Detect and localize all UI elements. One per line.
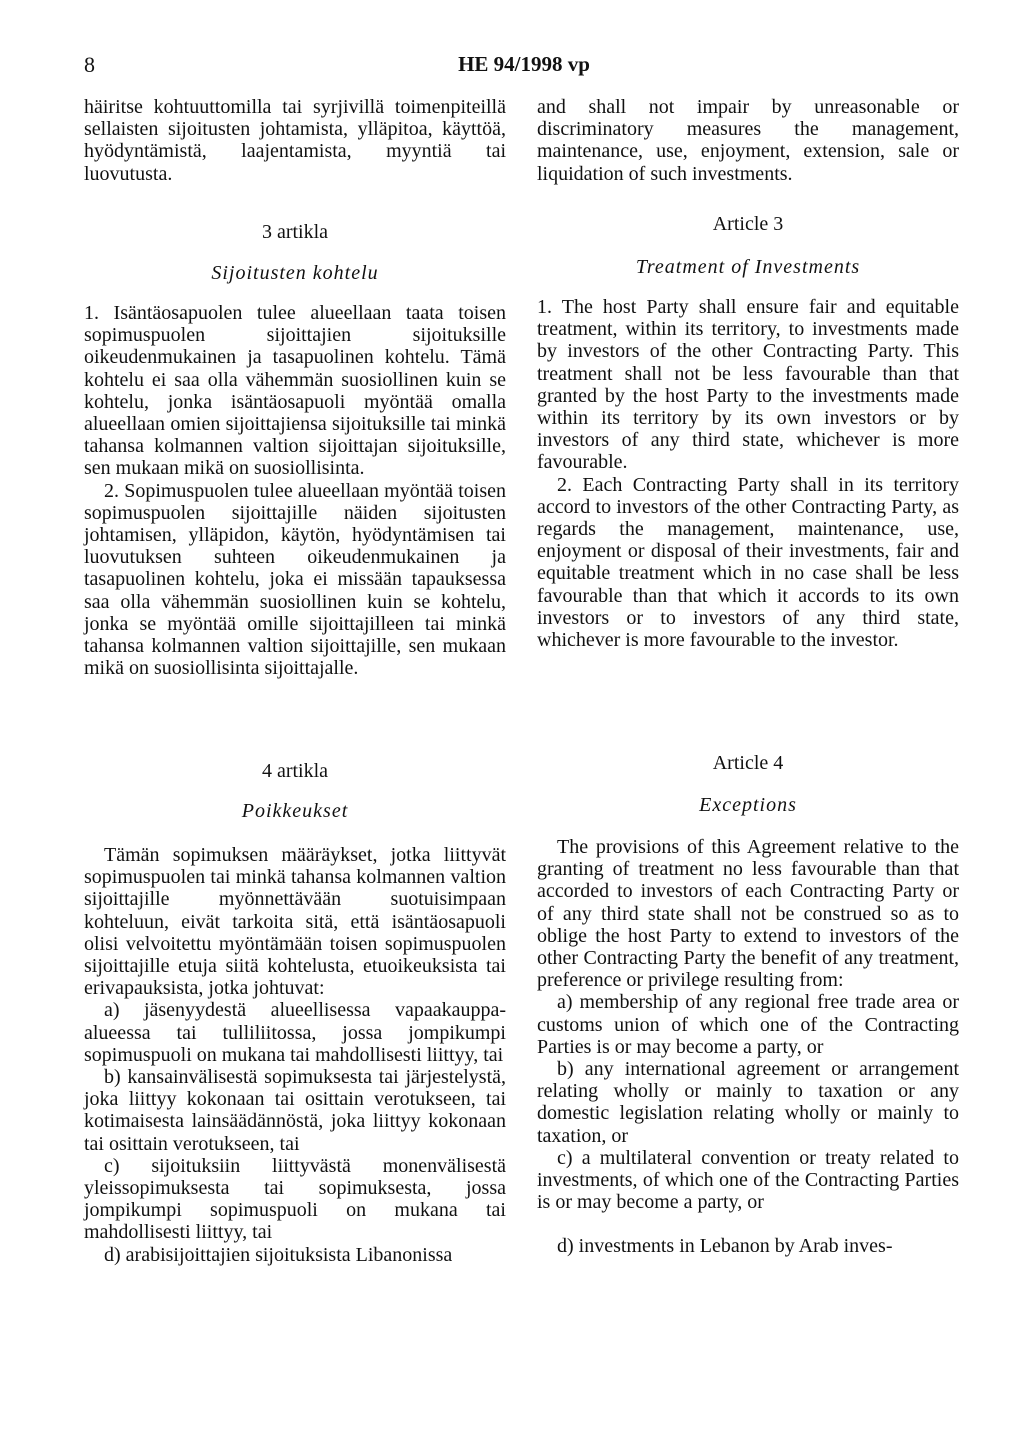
article-4-item-b-en: b) any international agreement or arrangement relating wholly or mainly to taxation or any domestic legislation relating wholly or mainly to taxation, or (537, 1058, 959, 1147)
article-3-title-en: Treatment of Investments (635, 256, 861, 278)
article-4-item-a-en: a) membership of any regional free trade area or customs union of which one of the Contracting Parties is or may become a party, or (537, 991, 959, 1058)
article-4-paragraph-en: The provisions of this Agreement relative to the granting of treatment no less favourable than that accorded to investors of each Contracting Party or of any third state shall not be construed so as to oblige the host Party to extend to investors of the other Contracting Party the benefit of any treatment, preference or privilege resulting from: (537, 836, 959, 992)
article-4-item-a-fi: a) jäsenyydestä alueellisessa vapaakauppa-alueessa tai tulliliitossa, jossa jompikumpi sopimuspuoli on mukana tai mahdollisesti liittyy, tai (84, 999, 506, 1066)
article-3-heading-fi: 3 artikla (261, 221, 329, 243)
article-3-title-fi: Sijoitusten kohtelu (211, 262, 379, 284)
article-4-item-d-en: d) investments in Lebanon by Arab inves- (557, 1235, 893, 1258)
article-4-title-fi: Poikkeukset (241, 800, 349, 822)
intro-paragraph-fi: häiritse kohtuuttomilla tai syrjivillä toimenpiteillä sellaisten sijoitusten johtamista, ylläpitoa, käyttöä, hyödyntämistä, laajentamista, myyntiä tai luovutusta. (84, 96, 506, 185)
article-4-heading-fi: 4 artikla (261, 760, 329, 782)
article-3-paragraph-1-fi: 1. Isäntäosapuolen tulee alueellaan taata toisen sopimuspuolen sijoittajien sijoituksille oikeudenmukainen ja tasapuolinen kohtelu. Tämä kohtelu ei saa olla vähemmän suosiollinen kuin se kohtelu, jonka isäntäosapuoli myöntää omalla alueellaan omien sijoittajiensa sijoituksille tai minkä tahansa kolmannen valtion sijoittajan sijoituksille, sen mukaan mikä on suosiollisinta. (84, 302, 506, 480)
article-4-title-en: Exceptions (699, 794, 797, 816)
article-3-paragraph-2-fi: 2. Sopimuspuolen tulee alueellaan myöntää toisen sopimuspuolen sijoittajille näiden sijoitusten johtamisen, ylläpidon, käytön, hyödyntämisen tai luovutuksen suhteen oikeudenmukainen ja tasapuolinen kohtelu, joka ei missään tapauksessa saa olla vähemmän suosiollinen kuin se kohtelu, jonka se myöntää omille sijoittajilleen tai minkä tahansa kolmannen valtion sijoittajille, sen mukaan mikä on suosiollisinta sijoittajalle. (84, 479, 506, 680)
article-4-heading-en: Article 4 (712, 752, 784, 774)
article-3-paragraph-1-en: 1. The host Party shall ensure fair and equitable treatment, within its territory, to investments made by investors of the other Contracting Party. This treatment shall not be less favourable than that granted by the host Party to the investments made within its territory by its own investors or by investors of any third state, whichever is more favourable. (537, 296, 959, 474)
page-number: 8 (84, 52, 95, 77)
page-header (84, 52, 964, 82)
article-4-item-b-fi: b) kansainvälisestä sopimuksesta tai järjestelystä, joka liittyy kokonaan tai osittain verotukseen, tai kotimaisesta lainsäädännöstä, joka liittyy kokonaan tai osittain verotukseen, tai (84, 1066, 506, 1155)
article-4-item-c-en: c) a multilateral convention or treaty related to investments, of which one of the Contracting Parties is or may become a party, or (537, 1146, 959, 1214)
document-id: HE 94/1998 vp (458, 52, 590, 76)
intro-paragraph-en: and shall not impair by unreasonable or discriminatory measures the management, maintenance, use, enjoyment, extension, sale or liquidation of such investments. (537, 96, 959, 185)
article-4-item-c-fi: c) sijoituksiin liittyvästä monenvälisestä yleissopimuksesta tai sopimuksesta, jossa jompikumpi sopimuspuoli on mukana tai mahdollisesti liittyy, tai (84, 1154, 506, 1244)
article-3-paragraph-2-en: 2. Each Contracting Party shall in its territory accord to investors of the other Contracting Party, as regards the management, maintenance, use, enjoyment or disposal of their investments, fair and equitable treatment which in no case shall be less favourable than that which it accords to its own investors or to investors of any third state, whichever is more favourable to the investor. (537, 473, 959, 652)
article-4-paragraph-fi: Tämän sopimuksen määräykset, jotka liittyvät sopimuspuolen tai minkä tahansa kolmannen valtion sijoittajille myönnettävään suotuisimpaan kohteluun, eivät tarkoita sitä, että isäntäosapuoli olisi velvoitettu myöntämään toisen sopimuspuolen sijoittajille etuja siitä kohtelusta, etuoikeuksista tai erivapauksista, jotka johtuvat: (84, 844, 506, 1000)
article-3-heading-en: Article 3 (712, 213, 784, 235)
article-4-item-d-fi: d) arabisijoittajien sijoituksista Libanonissa (104, 1243, 453, 1266)
